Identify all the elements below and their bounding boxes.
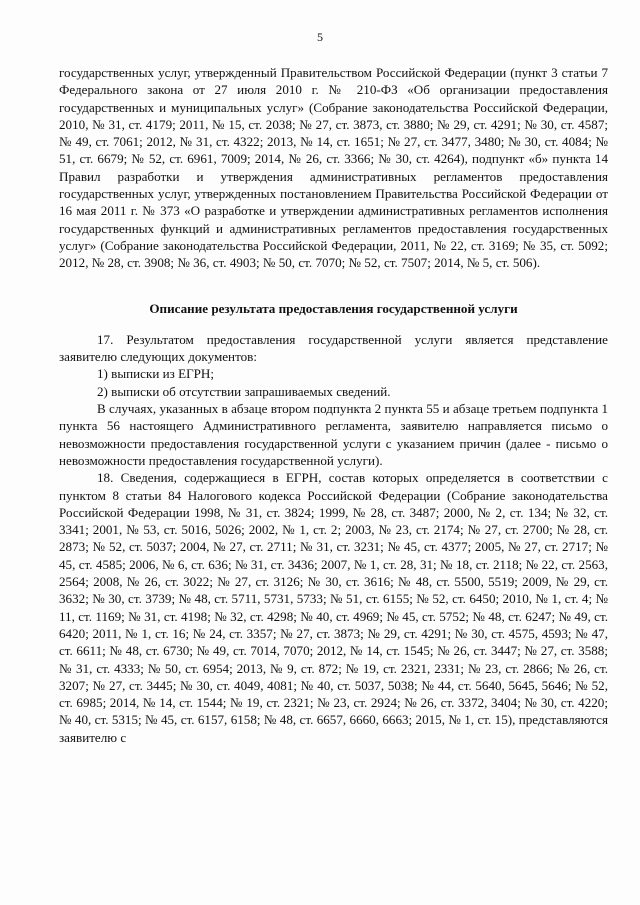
paragraph-item-17: 17. Результатом предоставления государственной услуги является представление заявителю следующих документов: — [59, 331, 608, 365]
section-heading: Описание результата предоставления государственной услуги — [149, 300, 518, 316]
list-item-absence-extract: 2) выписки об отсутствии запрашиваемых сведений. — [97, 383, 391, 399]
paragraph-legal-references: государственных услуг, утвержденный Правительством Российской Федерации (пункт 3 статьи 7 Федерального закона от 27 июля 2010 г. № 210-ФЗ «Об организации предоставления государственных и муниципальных услуг» (Собрание законодательства Российской Федерации, 2010, № 31, ст. 4179; 2011, № 15, ст. 2038; № 27, ст. 3873, ст. 3880; № 29, ст. 4291; № 30, ст. 4587; № 49, ст. 7061; 2012, № 31, ст. 4322; 2013, № 14, ст. 1651; № 27, ст. 3477, 3480; № 30, ст. 4084; № 51, ст. 6679; № 52, ст. 6961, 7009; 2014, № 26, ст. 3366; № 30, ст. 4264), подпункт «б» пункта 14 Правил разработки и утверждения административных регламентов предоставления государственных услуг, утвержденных постановлением Правительства Российской Федерации от 16 мая 2011 г. № 373 «О разработке и утверждении административных регламентов исполнения государственных функций и административных регламентов предоставления государственных услуг» (Собрание законодательства Российской Федерации, 2011, № 22, ст. 3169; № 35, ст. 5092; 2012, № 28, ст. 3908; № 36, ст. 4903; № 50, ст. 7070; № 52, ст. 7507; 2014, № 5, ст. 506). — [59, 65, 608, 271]
paragraph-refusal-letter: В случаях, указанных в абзаце втором подпункта 2 пункта 55 и абзаце третьем подпункта 1 пункта 56 настоящего Административного регламента, заявителю направляется письмо о невозможности предоставления государственной услуги с указанием причин (далее - письмо о невозможности предоставления государственной услуги). — [59, 401, 608, 468]
page-number: 5 — [317, 30, 323, 44]
list-item-extract: 1) выписки из ЕГРН; — [97, 366, 215, 382]
document-body — [59, 64, 608, 746]
paragraph-item-18: 18. Сведения, содержащиеся в ЕГРН, состав которых определяется в соответствии с пунктом 8 статьи 84 Налогового кодекса Российской Федерации (Собрание законодательства Российской Федерации 1998, № 31, ст. 3824; 1999, № 28, ст. 3487; 2000, № 2, ст. 134; № 32, ст. 3341; 2001, № 53, ст. 5016, 5026; 2002, № 1, ст. 2; 2003, № 23, ст. 2174; № 27, ст. 2700; № 28, ст. 2873; № 52, ст. 5037; 2004, № 27, ст. 2711; № 31, ст. 3231; № 45, ст. 4377; 2005, № 27, ст. 2717; № 45, ст. 4585; 2006, № 6, ст. 636; № 31, ст. 3436; 2007, № 1, ст. 28, 31; № 18, ст. 2118; № 22, ст. 2563, 2564; 2008, № 26, ст. 3022; № 27, ст. 3126; № 30, ст. 3616; № 48, ст. 5500, 5519; 2009, № 29, ст. 3632; № 30, ст. 3739; № 48, ст. 5711, 5731, 5733; № 51, ст. 6155; № 52, ст. 6450; 2010, № 1, ст. 4; № 11, ст. 1169; № 31, ст. 4198; № 32, ст. 4298; № 40, ст. 4969; № 45, ст. 5752; № 48, ст. 6247; № 49, ст. 6420; 2011, № 1, ст. 16; № 24, ст. 3357; № 27, ст. 3873; № 29, ст. 4291; № 30, ст. 4575, 4593; № 47, ст. 6611; № 48, ст. 6730; № 49, ст. 7014, 7070; 2012, № 14, ст. 1545; № 26, ст. 3447; № 27, ст. 3588; № 31, ст. 4333; № 50, ст. 6954; 2013, № 9, ст. 872; № 19, ст. 2321, 2331; № 23, ст. 2866; № 26, ст. 3207; № 27, ст. 3445; № 30, ст. 4049, 4081; № 40, ст. 5037, 5038; № 44, ст. 5640, 5645, 5646; № 52, ст. 6985; 2014, № 14, ст. 1544; № 19, ст. 2321; № 23, ст. 2924; № 26, ст. 3372, 3404; № 30, ст. 4220; № 40, ст. 5315; № 45, ст. 6157, 6158; № 48, ст. 6657, 6660, 6663; 2015, № 1, ст. 15), представляются заявителю с — [59, 470, 608, 745]
